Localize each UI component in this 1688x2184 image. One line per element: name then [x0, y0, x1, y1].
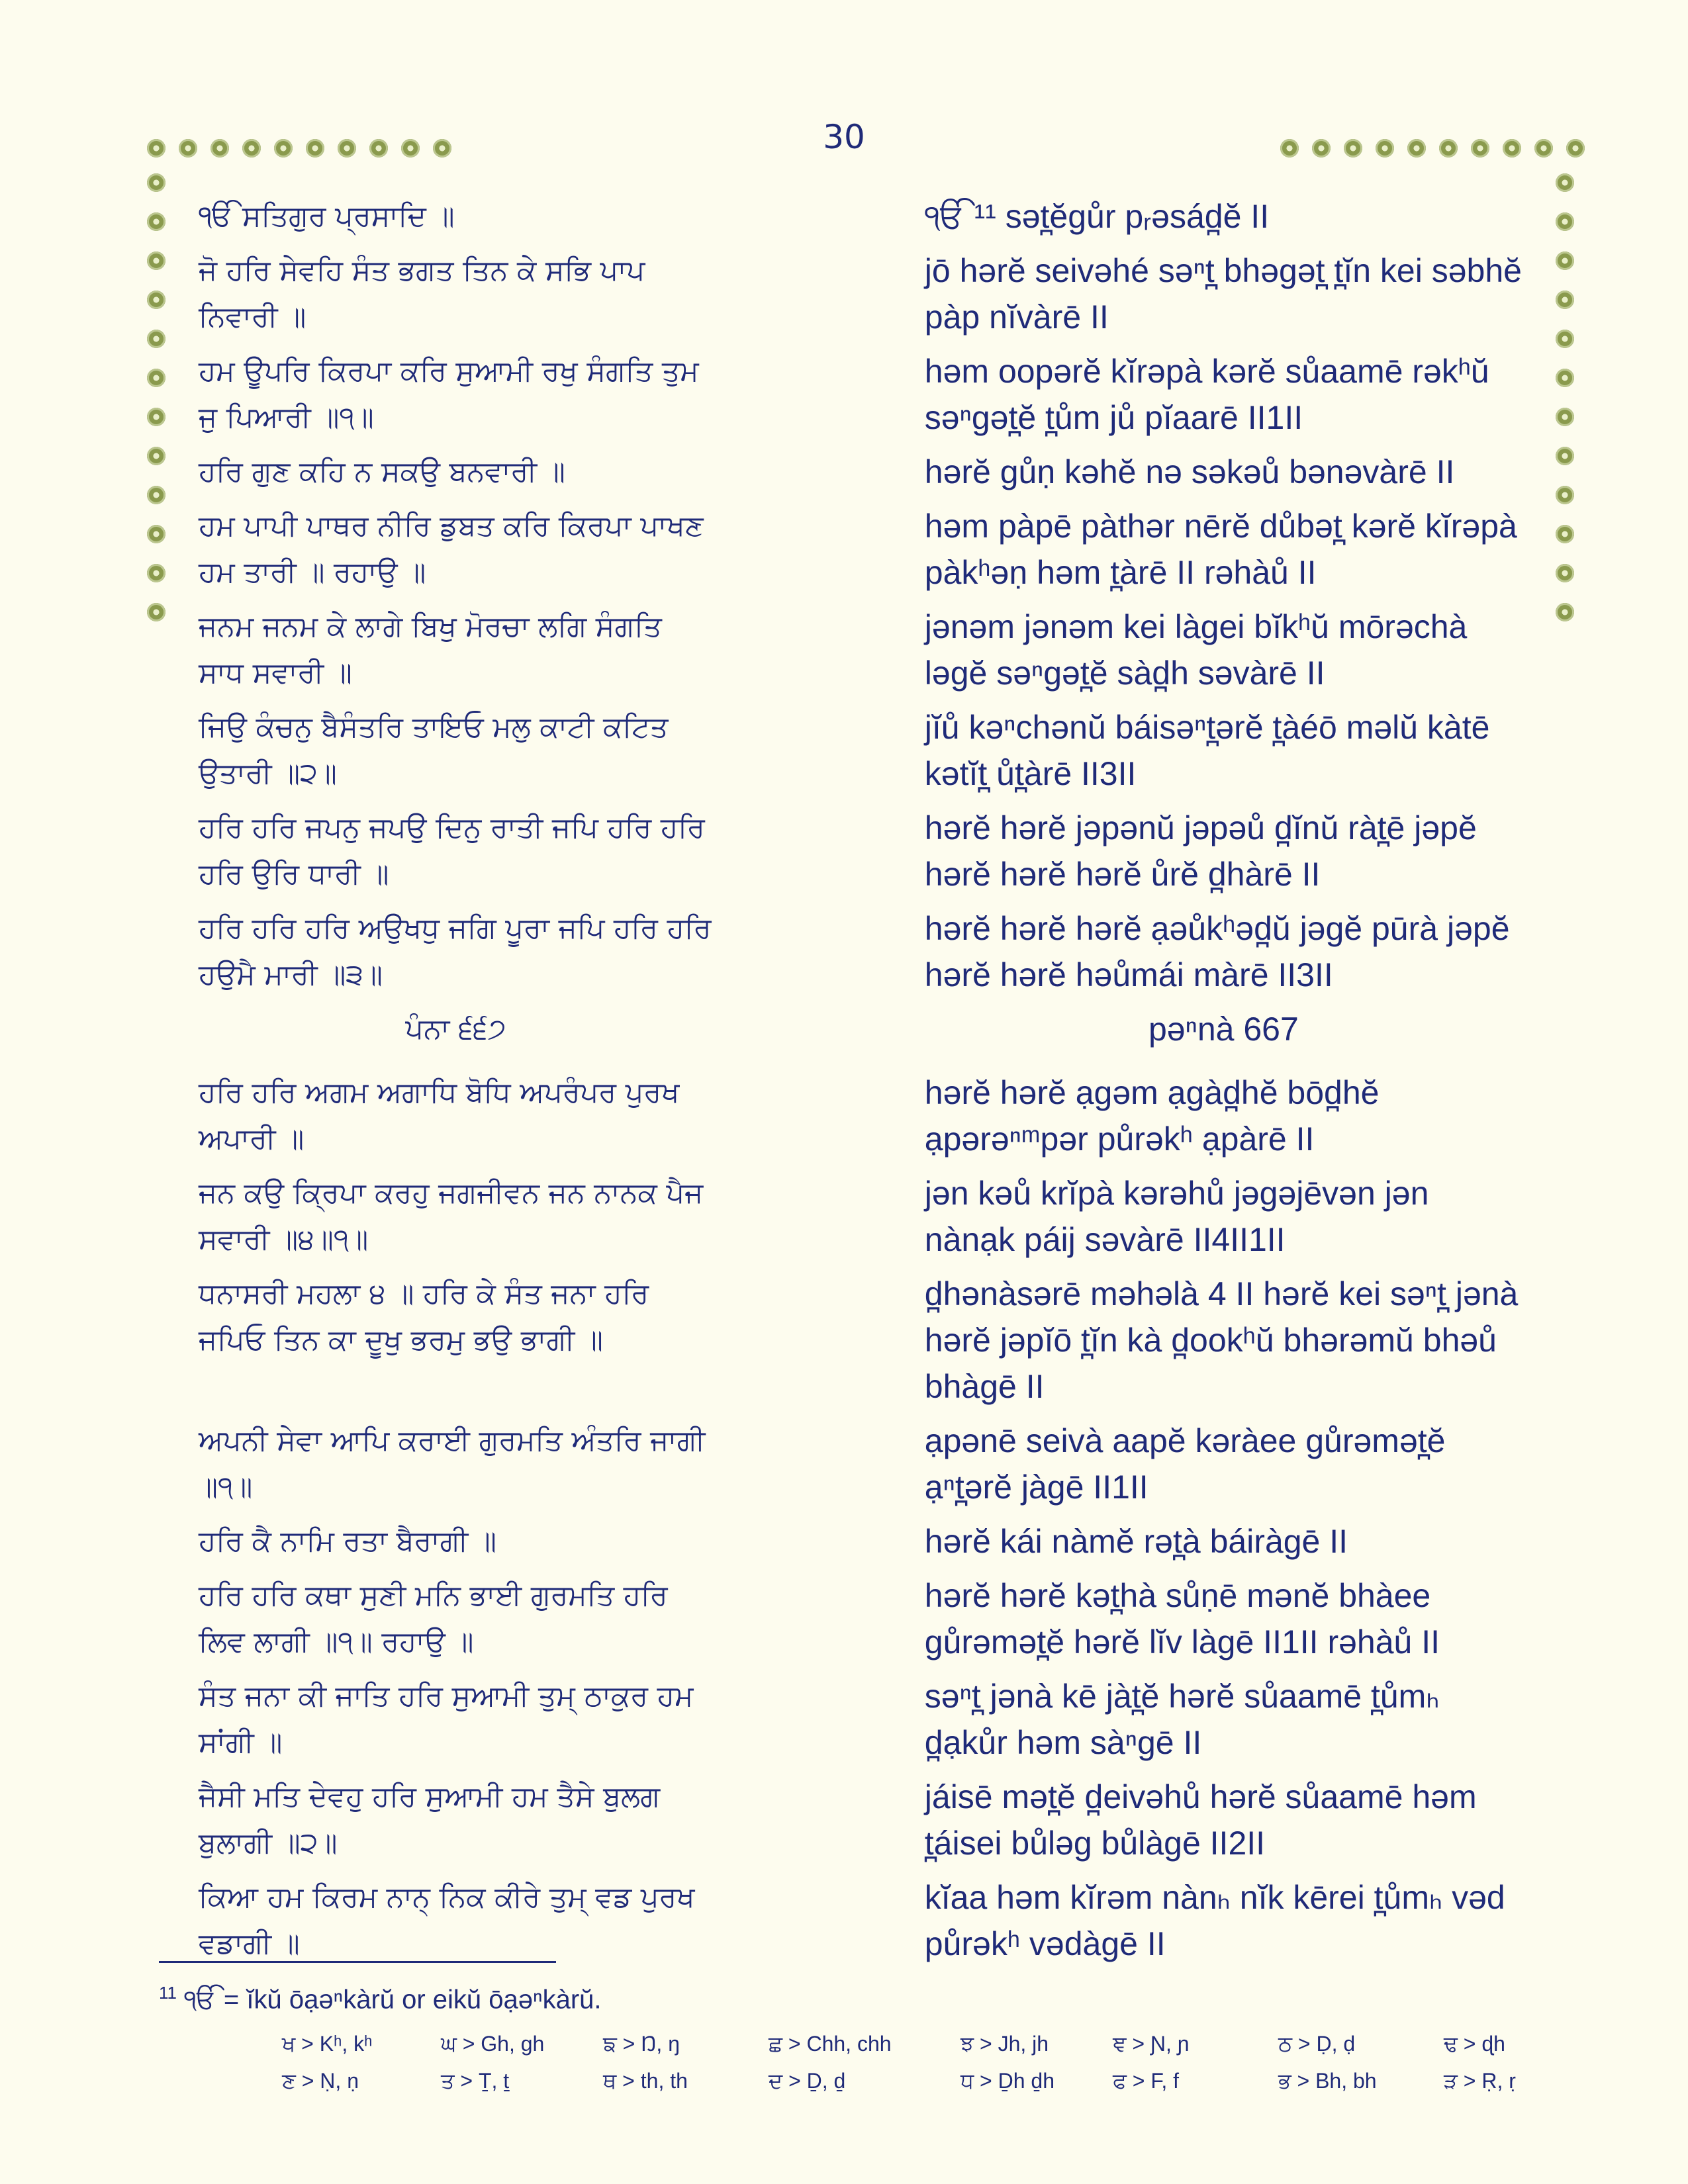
transliteration-text: jĭů kəⁿchənŭ báisəⁿt̪ərĕ t̪àéō məlŭ kàtē kətĭt̪ ůt̪àrē II3II: [924, 709, 1490, 792]
gurmukhi-text: ਕਿਆ ਹਮ ਕਿਰਮ ਨਾਨ੍ ਨਿਕ ਕੀਰੇ ਤੁਮ੍ ਵਡ ਪੁਰਖ ਵਡਾਗੀ ॥: [199, 1881, 695, 1960]
flower-ornament-icon: [1556, 447, 1574, 465]
flower-ornament-icon: [147, 173, 165, 192]
flower-ornament-icon: [401, 139, 420, 158]
border-top-left: [147, 139, 451, 158]
gurmukhi-text: ਹਮ ਊਪਰਿ ਕਿਰਪਾ ਕਰਿ ਸੁਆਮੀ ਰਖੁ ਸੰਗਤਿ ਤੁਮ ਜੁ ਪਿਆਰੀ ॥੧॥: [199, 355, 699, 434]
flower-ornament-icon: [147, 525, 165, 543]
key-entry: ਢ > ɖh: [1444, 2032, 1505, 2056]
flower-ornament-icon: [147, 251, 165, 270]
flower-ornament-icon: [1503, 139, 1521, 158]
flower-ornament-icon: [1534, 139, 1553, 158]
flower-ornament-icon: [1556, 564, 1574, 582]
transliteration-text: hərĕ hərĕ kət̪hà sůṇē mənĕ bhàee gůrəmət̪ĕ hərĕ lĭv làgē II1II rəhàů II: [924, 1577, 1440, 1661]
transliteration-text: jən kəů krĭpà kərəhů jəgəjēvən jən nànạk páij səvàrē II4II1II: [924, 1175, 1429, 1258]
key-entry: ਧ > Ḏh ḏh: [961, 2069, 1055, 2093]
flower-ornament-icon: [1471, 139, 1489, 158]
transliteration-text: hərĕ hərĕ jəpənŭ jəpəů d̪ĭnŭ ràt̪ē jəpĕ hərĕ hərĕ hərĕ ůrĕ d̪hàrē II: [924, 809, 1477, 893]
verse-row: [199, 449, 1523, 495]
flower-ornament-icon: [338, 139, 356, 158]
transliteration-text: ạpənē seivà aapĕ kəràee gůrəmət̪ĕ ạⁿt̪ərĕ jàgē II1II: [924, 1422, 1446, 1506]
border-left: [147, 173, 165, 621]
transliteration-text: ੴ ¹¹ sət̪ĕgůr pᵣəsád̪ĕ II: [924, 198, 1270, 235]
verse-row: [199, 1874, 1523, 1967]
flower-ornament-icon: [1344, 139, 1362, 158]
key-entry: ਣ > Ṇ, ṇ: [282, 2069, 359, 2093]
gurmukhi-text: ਜੋ ਹਰਿ ਸੇਵਹਿ ਸੰਤ ਭਗਤ ਤਿਨ ਕੇ ਸਭਿ ਪਾਪ ਨਿਵਾਰੀ ॥: [199, 254, 645, 334]
verse-row: [199, 604, 1523, 696]
flower-ornament-icon: [147, 408, 165, 426]
verse-row: [199, 905, 1523, 998]
flower-ornament-icon: [1556, 251, 1574, 270]
flower-ornament-icon: [1566, 139, 1585, 158]
flower-ornament-icon: [1556, 173, 1574, 192]
footnote-text: ੴ = ĭkŭ ōạəⁿkàrŭ or eikŭ ōạəⁿkàrŭ.: [184, 1985, 602, 2015]
flower-ornament-icon: [179, 139, 197, 158]
flower-ornament-icon: [147, 330, 165, 348]
gurmukhi-text: ਸੰਤ ਜਨਾ ਕੀ ਜਾਤਿ ਹਰਿ ਸੁਆਮੀ ਤੁਮ੍ ਠਾਕੁਰ ਹਮ ਸਾਂਗੀ ॥: [199, 1680, 694, 1759]
flower-ornament-icon: [1556, 291, 1574, 309]
verse-row: [199, 1518, 1523, 1565]
transliteration-text: hərĕ hərĕ hərĕ ạəůkʰəd̪ŭ jəgĕ pūrà jəpĕ hərĕ hərĕ həůmái màrē II3II: [924, 910, 1510, 993]
key-entry: ਠ > Ḍ, ḍ: [1278, 2032, 1356, 2056]
transliteration-text: hərĕ kái nàmĕ rət̪à báiràgē II: [924, 1523, 1348, 1560]
footnote-marker: 11: [159, 1983, 177, 2003]
flower-ornament-icon: [1407, 139, 1426, 158]
flower-ornament-icon: [1556, 408, 1574, 426]
verse-row: [199, 1673, 1523, 1766]
key-entry: ਤ > Ṯ, ṯ: [441, 2069, 510, 2093]
verse-row: [199, 1572, 1523, 1665]
key-entry: ਞ > Ɲ, ɲ: [1113, 2032, 1190, 2056]
flower-ornament-icon: [147, 139, 165, 158]
flower-ornament-icon: [1556, 603, 1574, 621]
verse-row: [199, 1170, 1523, 1263]
verse-row: [199, 805, 1523, 897]
flower-ornament-icon: [1439, 139, 1458, 158]
transliteration-text: hərĕ hərĕ ạgəm ạgàd̪hĕ bōd̪hĕ ạpərəⁿᵐpər půrəkʰ ạpàrē II: [924, 1074, 1380, 1158]
key-entry: ਙ > Ŋ, ŋ: [603, 2032, 680, 2056]
gurmukhi-text: ੴ ਸਤਿਗੁਰ ਪ੍ਰਸਾਦਿ ॥: [199, 200, 455, 233]
gurmukhi-text: ਧਨਾਸਰੀ ਮਹਲਾ ੪ ॥ ਹਰਿ ਕੇ ਸੰਤ ਜਨਾ ਹਰਿ ਜਪਿਓ ਤਿਨ ਕਾ ਦੂਖੁ ਭਰਮੁ ਭਉ ਭਾਗੀ ॥: [199, 1277, 649, 1357]
transliteration-text: səⁿt̪ jənà kē jàt̪ĕ hərĕ sůaamē t̪ůmₕ d̪ạkůr həm sàⁿgē II: [924, 1678, 1440, 1761]
verse-row: [199, 1271, 1523, 1410]
transliteration-text: həm oopərĕ kĭrəpà kərĕ sůaamē rəkʰŭ səⁿgət̪ĕ t̪ům jů pĭaarē II1II: [924, 353, 1489, 436]
gurmukhi-text: ਜਨਮ ਜਨਮ ਕੇ ਲਾਗੇ ਬਿਖੁ ਮੋਰਚਾ ਲਗਿ ਸੰਗਤਿ ਸਾਧ ਸਵਾਰੀ ॥: [199, 610, 662, 690]
transliteration-text: hərĕ gůṇ kəhĕ nə səkəů bənəvàrē II: [924, 453, 1455, 490]
flower-ornament-icon: [147, 369, 165, 387]
border-top-right: [1280, 139, 1585, 158]
key-entry: ਥ > th, th: [603, 2069, 688, 2093]
flower-ornament-icon: [306, 139, 324, 158]
transliteration-text: kĭaa həm kĭrəm nànₕ nĭk kērei t̪ůmₕ vəd půrəkʰ vədàgē II: [924, 1879, 1505, 1962]
key-entry: ਦ > Ḏ, ḏ: [769, 2069, 846, 2093]
page-number: 30: [823, 118, 865, 156]
flower-ornament-icon: [1556, 486, 1574, 504]
gurmukhi-text: ਹਮ ਪਾਪੀ ਪਾਥਰ ਨੀਰਿ ਡੁਬਤ ਕਰਿ ਕਿਰਪਾ ਪਾਖਣ ਹਮ ਤਾਰੀ ॥ ਰਹਾਉ ॥: [199, 510, 704, 589]
flower-ornament-icon: [211, 139, 229, 158]
footnote: [159, 1983, 602, 2015]
key-entry: ਭ > Bh, bh: [1278, 2069, 1377, 2093]
transliteration-text: jənəm jənəm kei làgei bĭkʰŭ mōrəchà ləgĕ səⁿgət̪ĕ sàd̪h səvàrē II: [924, 608, 1468, 692]
transliteration-key: [282, 2032, 1516, 2094]
key-entry: ਝ > Jh, jh: [961, 2032, 1049, 2056]
key-entry: ਛ > Chh, chh: [769, 2032, 892, 2056]
transliteration-text: pəⁿnà 667: [1148, 1011, 1299, 1048]
gurmukhi-text: ਹਰਿ ਹਰਿ ਜਪਨੁ ਜਪਉ ਦਿਨੁ ਰਾਤੀ ਜਪਿ ਹਰਿ ਹਰਿ ਹਰਿ ਉਰਿ ਧਾਰੀ ॥: [199, 811, 705, 891]
flower-ornament-icon: [147, 603, 165, 621]
verse-row: [199, 1774, 1523, 1866]
flower-ornament-icon: [433, 139, 451, 158]
transliteration-text: həm pàpē pàthər nērĕ důbət̪ kərĕ kĭrəpà pàkʰəṇ həm t̪àrē II rəhàů II: [924, 508, 1517, 591]
verse-row: [199, 248, 1523, 340]
gurmukhi-text: ਹਰਿ ਹਰਿ ਹਰਿ ਅਉਖਧੁ ਜਗਿ ਪੂਰਾ ਜਪਿ ਹਰਿ ਹਰਿ ਹਉਮੈ ਮਾਰੀ ॥੩॥: [199, 912, 712, 991]
verse-row: [199, 348, 1523, 441]
flower-ornament-icon: [1556, 330, 1574, 348]
key-entry: ਖ > Kʰ, kʰ: [282, 2032, 373, 2056]
verse-row: [199, 503, 1523, 596]
flower-ornament-icon: [147, 212, 165, 231]
border-right: [1556, 173, 1574, 621]
gurmukhi-text: ਜਨ ਕਉ ਕ੍ਰਿਪਾ ਕਰਹੁ ਜਗਜੀਵਨ ਜਨ ਨਾਨਕ ਪੈਜ ਸਵਾਰੀ ॥੪॥੧॥: [199, 1177, 704, 1256]
flower-ornament-icon: [274, 139, 293, 158]
transliteration-text: d̪hənàsərē məhəlà 4 II hərĕ kei səⁿt̪ jənà hərĕ jəpĭō t̪ĭn kà d̪ookʰŭ bhərəmŭ bhəů bhàgē II: [924, 1275, 1519, 1405]
flower-ornament-icon: [147, 291, 165, 309]
flower-ornament-icon: [147, 564, 165, 582]
verse-row: [199, 1069, 1523, 1162]
flower-ornament-icon: [1376, 139, 1394, 158]
gurmukhi-text: ਜੈਸੀ ਮਤਿ ਦੇਵਹੁ ਹਰਿ ਸੁਆਮੀ ਹਮ ਤੈਸੇ ਬੁਲਗ ਬੁਲਾਗੀ ॥੨॥: [199, 1780, 661, 1860]
key-entry: ੜ > Ṛ, ṛ: [1444, 2069, 1516, 2093]
gurmukhi-text: ਹਰਿ ਹਰਿ ਅਗਮ ਅਗਾਧਿ ਬੋਧਿ ਅਪਰੰਪਰ ਪੁਰਖ ਅਪਾਰੀ ॥: [199, 1076, 680, 1156]
gurmukhi-text: ਅਪਨੀ ਸੇਵਾ ਆਪਿ ਕਰਾਈ ਗੁਰਮਤਿ ਅੰਤਰਿ ਜਾਗੀ ॥੧॥: [199, 1424, 706, 1504]
flower-ornament-icon: [1312, 139, 1331, 158]
gurmukhi-text: ਪੰਨਾ ੬੬੭: [405, 1013, 506, 1046]
transliteration-text: jō hərĕ seivəhé səⁿt̪ bhəgət̪ t̪ĭn kei səbhĕ pàp nĭvàrē II: [924, 252, 1522, 336]
page-label-row: [199, 1006, 1523, 1052]
verse-table: [199, 193, 1523, 1975]
verse-row: [199, 1418, 1523, 1510]
gurmukhi-text: ਹਰਿ ਗੁਣ ਕਹਿ ਨ ਸਕਉ ਬਨਵਾਰੀ ॥: [199, 455, 565, 488]
flower-ornament-icon: [147, 447, 165, 465]
gurmukhi-text: ਜਿਉ ਕੰਚਨੁ ਬੈਸੰਤਰਿ ਤਾਇਓ ਮਲੁ ਕਾਟੀ ਕਟਿਤ ਉਤਾਰੀ ॥੨॥: [199, 711, 669, 790]
transliteration-text: jáisē mət̪ĕ d̪eivəhů hərĕ sůaamē həm t̪áisei bůləg bůlàgē II2II: [924, 1778, 1477, 1862]
flower-ornament-icon: [369, 139, 388, 158]
key-entry: ਘ > Gh, gh: [441, 2032, 545, 2056]
flower-ornament-icon: [1556, 369, 1574, 387]
flower-ornament-icon: [1556, 525, 1574, 543]
flower-ornament-icon: [1280, 139, 1299, 158]
flower-ornament-icon: [1556, 212, 1574, 231]
gurmukhi-text: ਹਰਿ ਕੈ ਨਾਮਿ ਰਤਾ ਬੈਰਾਗੀ ॥: [199, 1525, 497, 1558]
flower-ornament-icon: [242, 139, 261, 158]
flower-ornament-icon: [147, 486, 165, 504]
footnote-rule: [159, 1961, 556, 1963]
gurmukhi-text: ਹਰਿ ਹਰਿ ਕਥਾ ਸੁਣੀ ਮਨਿ ਭਾਈ ਗੁਰਮਤਿ ਹਰਿ ਲਿਵ ਲਾਗੀ ॥੧॥ ਰਹਾਉ ॥: [199, 1579, 668, 1659]
verse-row: [199, 704, 1523, 797]
verse-row: [199, 193, 1523, 240]
key-entry: ਫ > F, f: [1113, 2069, 1180, 2093]
